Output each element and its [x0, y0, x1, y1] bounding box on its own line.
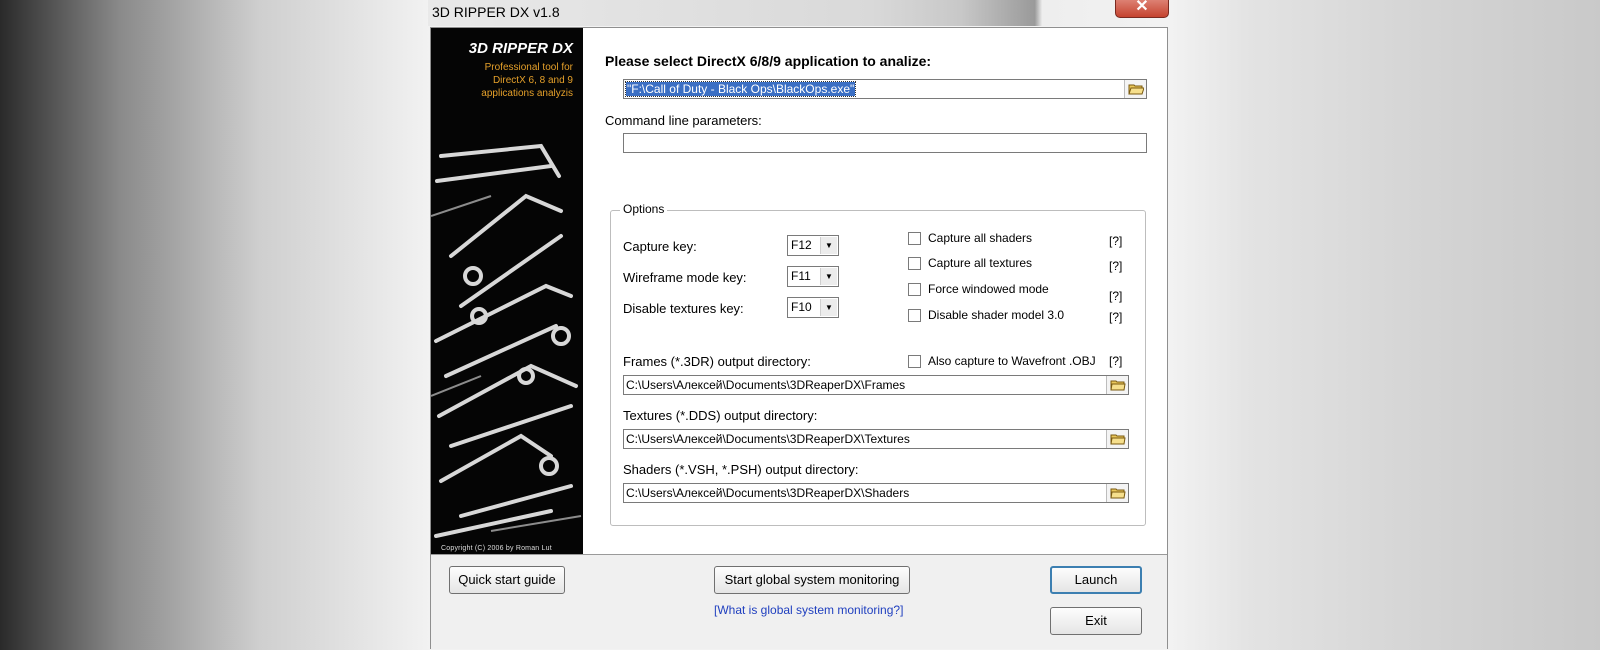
- app-path-input[interactable]: [623, 79, 1147, 99]
- window-title: 3D RIPPER DX v1.8: [432, 4, 560, 20]
- help-link-sm3[interactable]: [?]: [1109, 310, 1123, 324]
- capture-all-shaders-label: Capture all shaders: [928, 231, 1033, 245]
- capture-key-label: Capture key:: [623, 239, 697, 254]
- app-path-value: "F:\Call of Duty - Black Ops\BlackOps.exe": [627, 82, 855, 96]
- wireframe-key-select[interactable]: F11 ▼: [787, 266, 839, 287]
- browse-shaders-button[interactable]: [1106, 484, 1128, 502]
- folder-icon: [1110, 487, 1126, 499]
- quick-start-guide-button[interactable]: Quick start guide: [449, 566, 565, 594]
- options-legend: Options: [620, 202, 667, 216]
- global-monitoring-help-link[interactable]: [What is global system monitoring?]: [714, 603, 904, 617]
- cmdline-input[interactable]: [623, 133, 1147, 153]
- browse-textures-button[interactable]: [1106, 430, 1128, 448]
- chevron-down-icon: ▼: [820, 299, 837, 316]
- banner-title: 3D RIPPER DX: [468, 40, 573, 57]
- open-folder-icon: [1128, 83, 1144, 95]
- close-button[interactable]: [1115, 0, 1169, 18]
- textures-dir-label: Textures (*.DDS) output directory:: [623, 408, 818, 423]
- wavefront-obj-checkbox[interactable]: [908, 355, 921, 368]
- start-global-monitoring-button[interactable]: Start global system monitoring: [714, 566, 910, 594]
- help-link-obj[interactable]: [?]: [1109, 354, 1123, 368]
- help-link-shaders[interactable]: [?]: [1109, 234, 1123, 248]
- frames-dir-label: Frames (*.3DR) output directory:: [623, 354, 811, 369]
- capture-all-shaders-checkbox[interactable]: [908, 232, 921, 245]
- textures-dir-input[interactable]: C:\Users\Алексей\Documents\3DReaperDX\Textures: [623, 429, 1129, 449]
- shaders-dir-input[interactable]: C:\Users\Алексей\Documents\3DReaperDX\Shaders: [623, 483, 1129, 503]
- wavefront-obj-label: Also capture to Wavefront .OBJ: [928, 354, 1096, 368]
- browse-frames-button[interactable]: [1106, 376, 1128, 394]
- side-banner: [431, 28, 583, 554]
- disable-textures-key-select[interactable]: F10 ▼: [787, 297, 839, 318]
- surgical-tools-image: [431, 136, 583, 546]
- frames-dir-input[interactable]: C:\Users\Алексей\Documents\3DReaperDX\Frames: [623, 375, 1129, 395]
- wireframe-key-label: Wireframe mode key:: [623, 270, 747, 285]
- folder-icon: [1110, 433, 1126, 445]
- app-select-label: Please select DirectX 6/8/9 application to analize:: [605, 53, 932, 69]
- exit-button[interactable]: Exit: [1050, 607, 1142, 635]
- launch-button[interactable]: Launch: [1050, 566, 1142, 594]
- disable-sm3-label: Disable shader model 3.0: [928, 308, 1065, 322]
- banner-subtitle: Professional tool for DirectX 6, 8 and 9 applications analyzis: [481, 62, 573, 99]
- disable-sm3-checkbox[interactable]: [908, 309, 921, 322]
- disable-textures-key-label: Disable textures key:: [623, 301, 744, 316]
- capture-key-select[interactable]: F12 ▼: [787, 235, 839, 256]
- force-windowed-label: Force windowed mode: [928, 282, 1049, 296]
- help-link-textures[interactable]: [?]: [1109, 259, 1123, 273]
- banner-copyright: Copyright (C) 2006 by Roman Lut: [441, 545, 552, 552]
- force-windowed-checkbox[interactable]: [908, 283, 921, 296]
- chevron-down-icon: ▼: [820, 237, 837, 254]
- browse-app-button[interactable]: [1124, 80, 1146, 98]
- close-icon: ✕: [1135, 0, 1149, 15]
- chevron-down-icon: ▼: [820, 268, 837, 285]
- capture-all-textures-label: Capture all textures: [928, 256, 1033, 270]
- shaders-dir-label: Shaders (*.VSH, *.PSH) output directory:: [623, 462, 859, 477]
- cmdline-label: Command line parameters:: [605, 113, 762, 128]
- folder-icon: [1110, 379, 1126, 391]
- capture-all-textures-checkbox[interactable]: [908, 257, 921, 270]
- help-link-windowed[interactable]: [?]: [1109, 289, 1123, 303]
